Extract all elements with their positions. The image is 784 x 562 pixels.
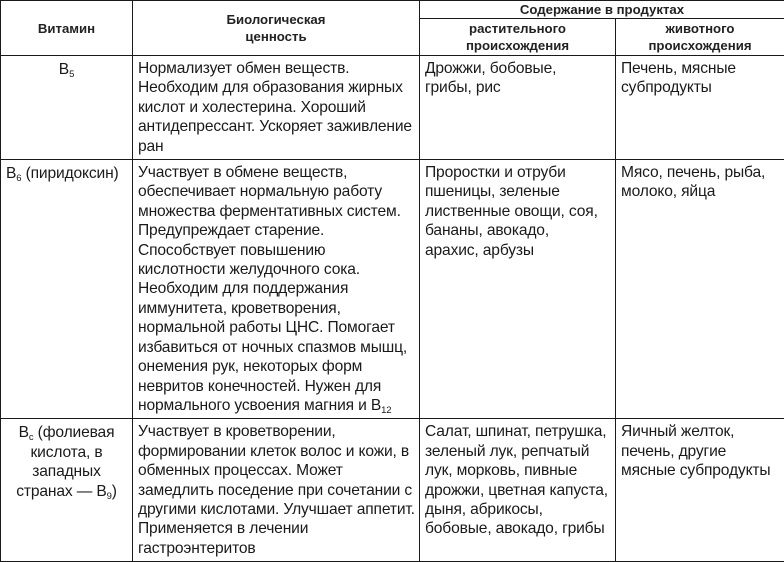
header-animal [616, 19, 784, 56]
cell-vitamin [1, 56, 133, 160]
vitamin-alias-subscript: 9 [107, 491, 112, 502]
cell-plant [420, 160, 616, 419]
vitamin-subscript: 5 [69, 69, 74, 80]
cell-animal [616, 419, 784, 562]
plant-sources-text: Салат, шпинат, петрушка, зеленый лук, репчатый лук, морковь, пивные дрожжи, цветная капуста, дыня, абрикосы, бобовые, авокадо, грибы [420, 419, 615, 541]
vitamin-alias-close: ) [112, 483, 117, 500]
table-row [1, 419, 784, 562]
vitamin-alias: (пиридоксин) [21, 165, 118, 182]
vitamin-subscript: c [29, 432, 34, 443]
header-bio-value [133, 1, 420, 56]
header-plant-text: растительного происхождения [463, 20, 573, 54]
table-row [1, 56, 784, 160]
cell-bio-value [133, 56, 420, 160]
cell-vitamin [1, 419, 133, 562]
animal-sources-text: Яичный желток, печень, другие мясные субпродукты [616, 419, 784, 483]
vitamin-name: B [6, 165, 16, 182]
vitamin-name: B [59, 61, 69, 78]
plant-sources-text: Проростки и отруби пшеницы, зеленые лиственные овощи, соя, бананы, авокадо, арахис, арбузы [420, 160, 615, 263]
bio-value-body: Участвует в обмене веществ, обеспечивает нормальную работу множества ферментативных систем. Предупреждает старение. Способствует повышению кислотности желудочного сока. Необходим для поддержания иммунитета, кроветворения, нормальной работы ЦНС. Помогает избавиться от ночных спазмов мышц, онемения рук, некоторых форм невритов конечностей. Нужен для нормального усвоения магния и B [138, 164, 407, 414]
cell-bio-value [133, 419, 420, 562]
vitamin-name: B [19, 424, 29, 441]
bio-value-text [133, 160, 419, 418]
vitamin-alias: (фолиевая кислота, в западных странах — B [16, 424, 114, 499]
cell-bio-value [133, 160, 420, 419]
cell-animal [616, 56, 784, 160]
table-row [1, 160, 784, 419]
header-plant [420, 19, 616, 56]
cell-plant [420, 56, 616, 160]
bio-value-text: Нормализует обмен веществ. Необходим для образования жирных кислот и холестерина. Хороший антидепрессант. Ускоряет заживление ран [133, 56, 419, 159]
header-vitamin: Витамин [1, 1, 133, 56]
header-bio-value-text: Биологическая ценность [216, 11, 336, 45]
bio-value-text: Участвует в кроветворении, формировании клеток волос и кожи, в обменных процессах. Может замедлить поседение при сочетании с другими кислотами. Улучшает аппетит. Применяется в лечении гастроэнтеритов [133, 419, 419, 561]
animal-sources-text: Мясо, печень, рыба, молоко, яйца [616, 160, 784, 205]
cell-animal [616, 160, 784, 419]
header-row-top [1, 1, 784, 19]
plant-sources-text: Дрожжи, бобовые, грибы, рис [420, 56, 615, 101]
header-animal-text: животного происхождения [645, 20, 755, 54]
header-content-group: Содержание в продуктах [420, 1, 784, 19]
cell-vitamin [1, 160, 133, 419]
vitamin-subscript: 6 [16, 173, 21, 184]
cell-plant [420, 419, 616, 562]
bio-value-subscript: 12 [381, 405, 391, 416]
animal-sources-text: Печень, мясные субпродукты [616, 56, 784, 101]
